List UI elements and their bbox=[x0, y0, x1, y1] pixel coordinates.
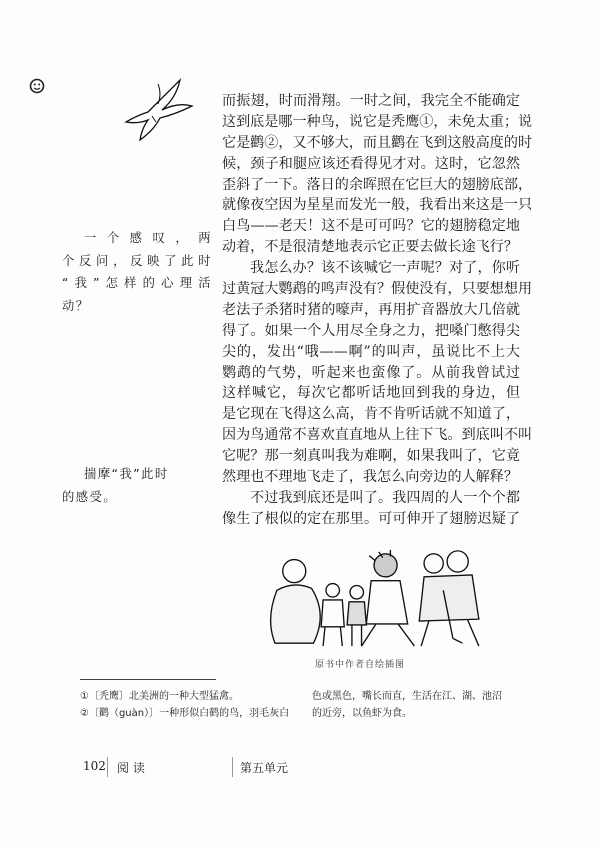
note-line: 的感受。 bbox=[62, 489, 118, 504]
text-line: 然理也不理地飞走了，我怎么向旁边的人解释？ bbox=[222, 469, 518, 486]
section-label: 阅 读 bbox=[117, 761, 145, 775]
footer-divider bbox=[107, 757, 108, 777]
footnote-2-cont: 的近旁，以鱼虾为食。 bbox=[312, 707, 412, 719]
note-line: 一个感叹，两 bbox=[84, 231, 212, 245]
text-line: 动着，不是很清楚地表示它正要去做长途飞行？ bbox=[222, 239, 518, 256]
unit-label: 第五单元 bbox=[240, 761, 289, 775]
text-line: 得了。如果一个人用尽全身之力，把嗓门憋得尖 bbox=[222, 322, 520, 339]
text-line: 因为鸟通常不喜欢直直地从上往下飞。到底叫不叫 bbox=[222, 427, 533, 444]
footnote-1: ①〔秃鹰〕北美洲的一种大型猛禽。 bbox=[80, 691, 239, 702]
illustration-caption: 原书中作者自绘插图 bbox=[314, 660, 405, 670]
text-line: 这到底是哪一种鸟，说它是秃鹰①，未免太重；说 bbox=[222, 113, 533, 130]
side-note-1 bbox=[62, 227, 212, 317]
footer-divider bbox=[232, 757, 233, 777]
text-line: 是它现在飞得这么高，肯不肯听话就不知道了， bbox=[222, 406, 520, 423]
note-line: 个反问，反映了此时 bbox=[62, 253, 212, 268]
text-line: 它呢？那一刻真叫我为难啊，如果我叫了，它竟 bbox=[222, 448, 520, 465]
text-line: 我怎么办？该不该喊它一声呢？对了，你听 bbox=[250, 260, 520, 277]
footnotes-left bbox=[80, 689, 289, 722]
text-line: 过黄冠大鹦鹉的鸣声没有？假使没有，只要想想用 bbox=[222, 281, 533, 298]
text-line: 它是鹳②，又不够大，而且鹳在飞到这般高度的时 bbox=[222, 134, 533, 151]
text-line: 而振翅，时而滑翔。一时之间，我完全不能确定 bbox=[222, 93, 520, 109]
footnotes-right bbox=[312, 689, 502, 722]
text-line: 不过我到底还是叫了。我四周的人一个个都 bbox=[250, 489, 520, 506]
page-number: 102 bbox=[83, 759, 106, 773]
footnote-2: ②〔鹳（guàn）〕一种形似白鹤的鸟，羽毛灰白 bbox=[80, 707, 290, 719]
people-illustration bbox=[250, 548, 550, 648]
text-line: 老法子杀猪时猪的嚎声，再用扩音器放大几倍就 bbox=[222, 301, 520, 318]
note-line: 动？ bbox=[62, 298, 90, 313]
footnote-2-cont: 色或黑色，嘴长而直，生活在江、湖、池沼 bbox=[312, 691, 502, 702]
text-line: 这样喊它，每次它都听话地回到我的身边，但 bbox=[222, 385, 520, 402]
text-line: 像生了根似的定在那里。可可伸开了翅膀迟疑了 bbox=[222, 510, 520, 527]
footnote-rule bbox=[80, 679, 216, 680]
text-line: 鹦鹉的气势，听起来也蛮像了。从前我曾试过 bbox=[222, 364, 520, 381]
text-line: 尖的，发出“哦——啊”的叫声，虽说比不上大 bbox=[222, 343, 520, 360]
side-note-2 bbox=[62, 463, 212, 508]
flying-bird-sketch bbox=[118, 72, 198, 144]
text-line: 歪斜了一下。落日的余晖照在它巨大的翅膀底部， bbox=[222, 176, 533, 193]
main-text bbox=[222, 91, 533, 530]
text-line: 候，颈子和腿应该还看得见才对。这时，它忽然 bbox=[222, 155, 520, 172]
note-line: “我”怎样的心理活 bbox=[62, 276, 212, 290]
text-line: 白鸟——老天！这不是可可吗？它的翅膀稳定地 bbox=[222, 218, 520, 235]
text-line: 就像夜空因为星星而发光一般，我看出来这是一只 bbox=[222, 197, 533, 214]
note-line: 揣摩“我”此时 bbox=[84, 467, 169, 481]
smiley-icon bbox=[29, 78, 45, 94]
